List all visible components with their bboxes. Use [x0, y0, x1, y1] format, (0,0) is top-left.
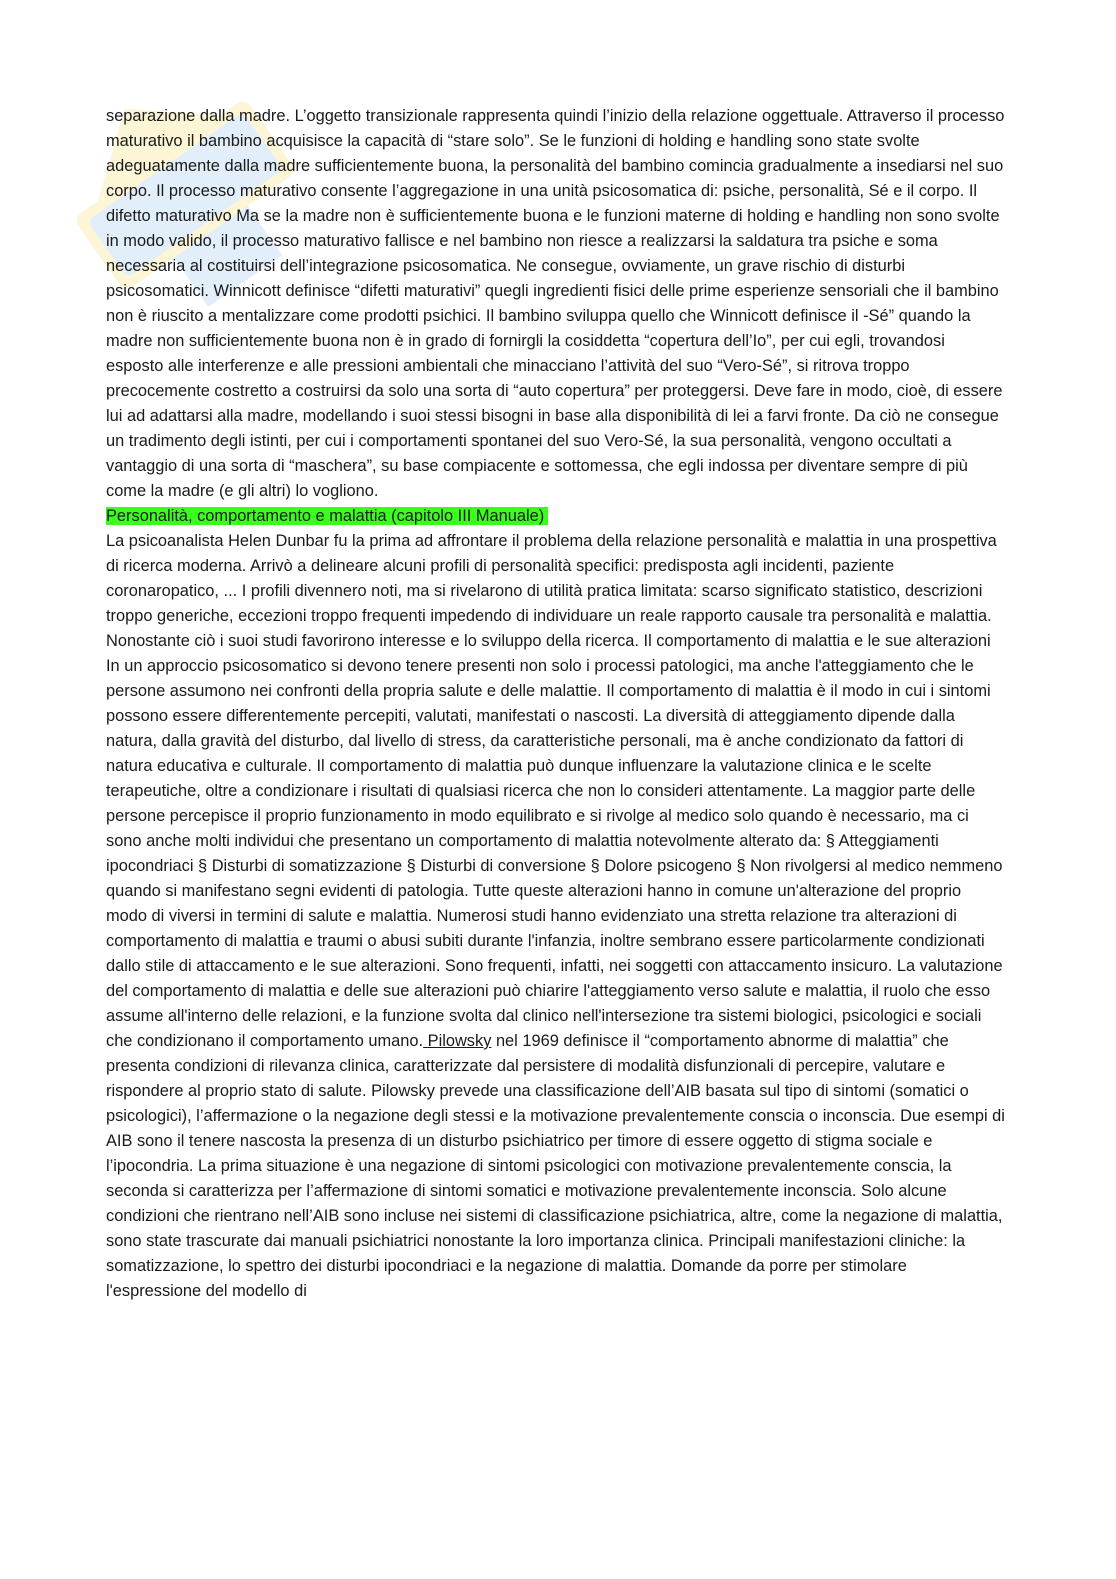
section-heading-wrapper	[106, 504, 1006, 529]
document-body	[106, 104, 1006, 1304]
section-heading: Personalità, comportamento e malattia (capitolo III Manuale)	[106, 507, 548, 525]
paragraph-maturative-process: separazione dalla madre. L’oggetto transizionale rappresenta quindi l’inizio della relazione oggettuale. Attraverso il processo maturativo il bambino acquisisce la capacità di “stare solo”. Se le funzioni di holding e handling sono state svolte adeguatamente dalla madre sufficientemente buona, la personalità del bambino comincia gradualmente a insediarsi nel suo corpo. Il processo maturativo consente l’aggregazione in una unità psicosomatica di: psiche, personalità, Sé e il corpo. Il difetto maturativo Ma se la madre non è sufficientemente buona e le funzioni materne di holding e handling non sono svolte in modo valido, il processo maturativo fallisce e nel bambino non riesce a realizzarsi la saldatura tra psiche e soma necessaria al costituirsi dell’integrazione psicosomatica. Ne consegue, ovviamente, un grave rischio di disturbi psicosomatici. Winnicott definisce “difetti maturativi” quegli ingredienti fisici delle prime esperienze sensoriali che il bambino non è riuscito a mentalizzare come prodotti psichici. Il bambino sviluppa quello che Winnicott definisce il -Sé” quando la madre non sufficientemente buona non è in grado di fornirgli la cosiddetta “copertura dell’Io”, per cui egli, trovandosi esposto alle interferenze e alle pressioni ambientali che minacciano l’attività del suo “Vero-Sé”, si ritrova troppo precocemente costretto a costruirsi da solo una sorta di “auto copertura” per proteggersi. Deve fare in modo, cioè, di essere lui ad adattarsi alla madre, modellando i suoi stessi bisogni in base alla disponibilità di lei a farvi fronte. Da ciò ne consegue un tradimento degli istinti, per cui i comportamenti spontanei del suo Vero-Sé, la sua personalità, vengono occultati a vantaggio di una sorta di “maschera”, su base compiacente e sottomessa, che egli indossa per diventare sempre di più come la madre (e gli altri) lo vogliono.	[106, 107, 1005, 500]
pilowsky-link[interactable]: Pilowsky	[423, 1032, 492, 1050]
paragraph-text-part-2: nel 1969 definisce il “comportamento abnorme di malattia” che presenta condizioni di rilevanza clinica, caratterizzate dal persistere di modalità disfunzionali di percepire, valutare e rispondere al proprio stato di salute. Pilowsky prevede una classificazione dell’AIB basata sul tipo di sintomi (somatici o psicologici), l’affermazione o la negazione degli stessi e la motivazione prevalentemente conscia o inconscia. Due esempi di AIB sono il tenere nascosta la presenza di un disturbo psichiatrico per timore di essere oggetto di stigma sociale e l’ipocondria. La prima situazione è una negazione di sintomi psicologici con motivazione prevalentemente conscia, la seconda si caratterizza per l’affermazione di sintomi somatici e motivazione prevalentemente inconscia. Solo alcune condizioni che rientrano nell’AIB sono incluse nei sistemi di classificazione psichiatrica, altre, come la negazione di malattia, sono state trascurate dai manuali psichiatrici nonostante la loro importanza clinica. Principali manifestazioni cliniche: la somatizzazione, lo spettro dei disturbi ipocondriaci e la negazione di malattia. Domande da porre per stimolare l'espressione del modello di	[106, 1032, 1005, 1300]
paragraph-personality-illness	[106, 529, 1006, 1304]
paragraph-text-part-1: La psicoanalista Helen Dunbar fu la prima ad affrontare il problema della relazione personalità e malattia in una prospettiva di ricerca moderna. Arrivò a delineare alcuni profili di personalità specifici: predisposta agli incidenti, paziente coronaropatico, ... I profili divennero noti, ma si rivelarono di utilità pratica limitata: scarso significato statistico, descrizioni troppo generiche, eccezioni troppo frequenti impedendo di individuare un reale rapporto causale tra personalità e malattia. Nonostante ciò i suoi studi favorirono interesse e lo sviluppo della ricerca. Il comportamento di malattia e le sue alterazioni In un approccio psicosomatico si devono tenere presenti non solo i processi patologici, ma anche l'atteggiamento che le persone assumono nei confronti della propria salute e delle malattie. Il comportamento di malattia è il modo in cui i sintomi possono essere differentemente percepiti, valutati, manifestati o nascosti. La diversità di atteggiamento dipende dalla natura, dalla gravità del disturbo, dal livello di stress, da caratteristiche personali, ma è anche condizionato da fattori di natura educativa e culturale. Il comportamento di malattia può dunque influenzare la valutazione clinica e le scelte terapeutiche, oltre a condizionare i risultati di qualsiasi ricerca che non lo consideri attentamente. La maggior parte delle persone percepisce il proprio funzionamento in modo equilibrato e si rivolge al medico solo quando è necessario, ma ci sono anche molti individui che presentano un comportamento di malattia notevolmente alterato da: § Atteggiamenti ipocondriaci § Disturbi di somatizzazione § Disturbi di conversione § Dolore psicogeno § Non rivolgersi al medico nemmeno quando si manifestano segni evidenti di patologia. Tutte queste alterazioni hanno in comune un'alterazione del proprio modo di viversi in termini di salute e malattia. Numerosi studi hanno evidenziato una stretta relazione tra alterazioni di comportamento di malattia e traumi o abusi subiti durante l'infanzia, inoltre sembrano essere particolarmente condizionati dallo stile di attaccamento e le sue alterazioni. Sono frequenti, infatti, nei soggetti con attaccamento insicuro. La valutazione del comportamento di malattia e delle sue alterazioni può chiarire l'atteggiamento verso salute e malattia, il ruolo che esso assume all'interno delle relazioni, e la funzione svolta dal clinico nell'intersezione tra sistemi biologici, psicologici e sociali che condizionano il comportamento umano.	[106, 532, 1003, 1050]
